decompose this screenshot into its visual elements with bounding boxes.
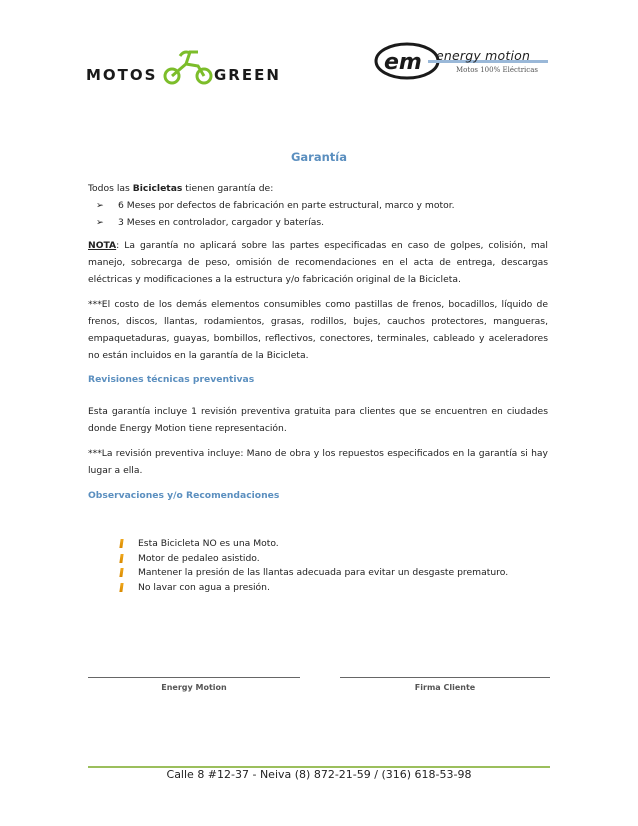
signature-label-left: Energy Motion (161, 683, 227, 692)
list-item: Mantener la presión de las llantas adecuada para evitar un desgaste prematuro. (118, 566, 508, 581)
list-item: ➢ 3 Meses en controlador, cargador y baterías. (96, 214, 548, 231)
page-title: Garantía (290, 150, 348, 164)
signature-line-right (340, 677, 550, 678)
logo-word-motos: MOTOS (86, 66, 158, 84)
consumables-paragraph: ***El costo de los demás elementos consumibles como pastillas de frenos, bocadillos, líquido de frenos, discos, llantas, rodamientos, grasas, rodillos, bujes, cauchos protectores, mangueras, empaquetaduras, guayas, bombillos, reflectivos, conectores, terminales, cableado y aceleradores no están incluidos en la garantía de la Bicicleta. (88, 299, 548, 361)
brand-subtitle: Motos 100% Eléctricas (456, 66, 538, 74)
intro-lead-bold: Bicicletas (132, 183, 183, 194)
arrow-bullet-icon: ➢ (96, 200, 104, 211)
arrow-bullet-icon: ➢ (96, 217, 104, 228)
revisions-paragraph-1: Esta garantía incluye 1 revisión preventiva gratuita para clientes que se encuentren en ciudades donde Energy Motion tiene representación. (88, 406, 548, 434)
scooter-icon (165, 52, 211, 83)
bullet-icon (119, 539, 123, 548)
footer-address: Calle 8 #12-37 - Neiva (8) 872-21-59 / (316) 618-53-98 (166, 768, 472, 781)
intro-lead: Todos las Bicicletas tienen garantía de: (88, 183, 274, 194)
bullet-icon (119, 568, 123, 577)
signature-line-left (88, 677, 300, 678)
list-item: ➢ 6 Meses por defectos de fabricación en parte estructural, marco y motor. (96, 197, 548, 214)
list-item: Esta Bicicleta NO es una Moto. (118, 537, 508, 552)
logo-word-green: GREEN (214, 66, 281, 84)
list-item: Motor de pedaleo asistido. (118, 552, 508, 567)
observations-list (118, 537, 508, 595)
observations-heading: Observaciones y/o Recomendaciones (88, 490, 280, 501)
revisions-heading: Revisiones técnicas preventivas (88, 374, 255, 385)
em-mark-letters: em (384, 50, 422, 75)
revisions-paragraph-2: ***La revisión preventiva incluye: Mano de obra y los repuestos especificados en la garantía si hay lugar a ella. (88, 448, 548, 476)
intro-section (88, 180, 548, 231)
energy-motion-logo (372, 38, 552, 88)
bullet-icon (119, 554, 123, 563)
bullet-icon (119, 583, 123, 592)
list-item: No lavar con agua a presión. (118, 581, 508, 596)
signature-label-right: Firma Cliente (414, 683, 476, 692)
nota-paragraph: NOTA: La garantía no aplicará sobre las partes especificadas en caso de golpes, colisión, mal manejo, sobrecarga de peso, omisión de recomendaciones en el acta de entrega, descargas eléctricas y modificaciones a la estructura y/o fabricación original de la Bicicleta. (88, 240, 548, 285)
motos-green-logo (86, 46, 300, 96)
brand-name: energy motion (436, 48, 531, 63)
warranty-list (88, 197, 548, 231)
nota-label: NOTA (88, 240, 117, 251)
